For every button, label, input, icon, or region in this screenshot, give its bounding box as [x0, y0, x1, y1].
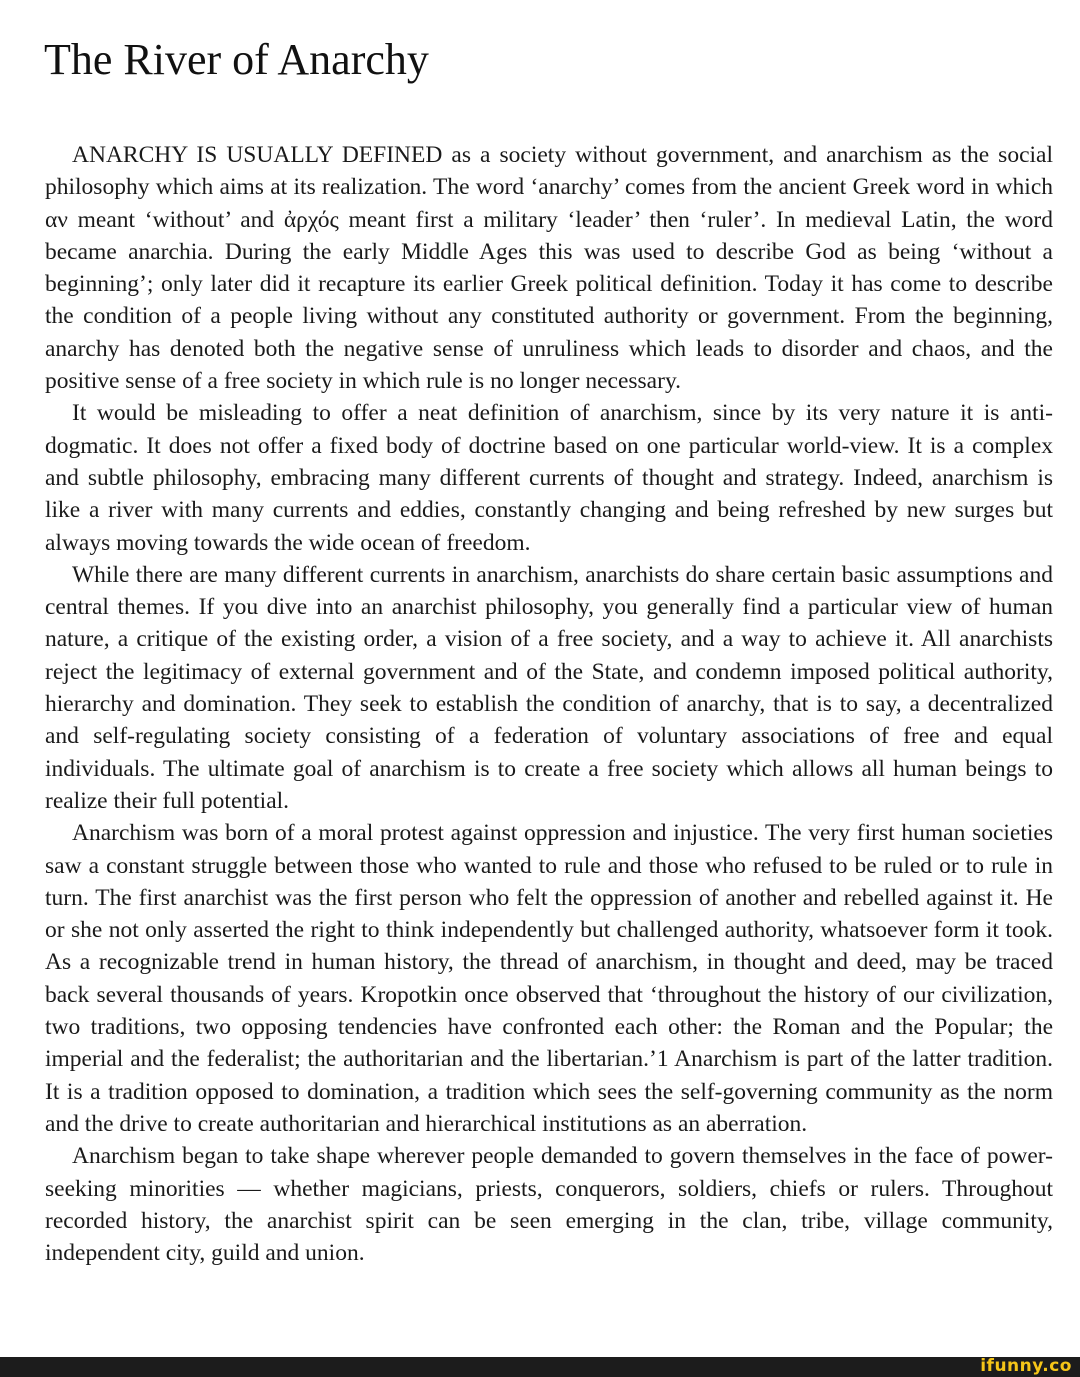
footer-bar	[0, 1357, 1080, 1377]
paragraph-1: ANARCHY IS USUALLY DEFINED as a society without government, and anarchism as the social philosophy which aims at its realization. The word ‘anarchy’ comes from the ancient Greek word in which αν meant ‘without’ and ἀρχός meant first a military ‘leader’ then ‘ruler’. In medieval Latin, the word became anarchia. During the early Middle Ages this was used to describe God as being ‘without a beginning’; only later did it recapture its earlier Greek political definition. Today it has come to describe the condition of a people living without any constituted authority or government. From the beginning, anarchy has denoted both the negative sense of unruliness which leads to disorder and chaos, and the positive sense of a free society in which rule is no longer necessary.	[45, 142, 1053, 395]
paragraph-2: It would be misleading to offer a neat definition of anarchism, since by its very nature it is anti-dogmatic. It does not offer a fixed body of doctrine based on one particular world-view. It is a complex and subtle philosophy, embracing many different currents of thought and strategy. Indeed, anarchism is like a river with many currents and eddies, constantly changing and being refreshed by new surges but always moving towards the wide ocean of freedom.	[45, 400, 1053, 556]
body-text	[45, 139, 1053, 1269]
ifunny-watermark: ifunny.co	[980, 1356, 1072, 1376]
paragraph-5: Anarchism began to take shape wherever people demanded to govern themselves in the face of power-seeking minorities — whether magicians, priests, conquerors, soldiers, chiefs or rulers. Throughout recorded history, the anarchist spirit can be seen emerging in the clan, tribe, village community, independent city, guild and union.	[45, 1143, 1053, 1267]
page-title: The River of Anarchy	[44, 35, 429, 84]
paragraph-3: While there are many different currents in anarchism, anarchists do share certain basic assumptions and central themes. If you dive into an anarchist philosophy, you generally find a particular view of human nature, a critique of the existing order, a vision of a free society, and a way to achieve it. All anarchists reject the legitimacy of external government and of the State, and condemn imposed political authority, hierarchy and domination. They seek to establish the condition of anarchy, that is to say, a decentralized and self-regulating society consisting of a federation of voluntary associations of free and equal individuals. The ultimate goal of anarchism is to create a free society which allows all human beings to realize their full potential.	[45, 561, 1053, 814]
paragraph-4: Anarchism was born of a moral protest against oppression and injustice. The very first human societies saw a constant struggle between those who wanted to rule and those who refused to be ruled or to rule in turn. The first anarchist was the first person who felt the oppression of another and rebelled against it. He or she not only asserted the right to think independently but challenged authority, whatsoever form it took. As a recognizable trend in human history, the thread of anarchism, in thought and deed, may be traced back several thousands of years. Kropotkin once observed that ‘throughout the history of our civilization, two traditions, two opposing tendencies have confronted each other: the Roman and the Popular; the imperial and the federalist; the authoritarian and the libertarian.’1 Anarchism is part of the latter tradition. It is a tradition opposed to domination, a tradition which sees the self-governing community as the norm and the drive to create authoritarian and hierarchical institutions as an aberration.	[45, 820, 1053, 1137]
